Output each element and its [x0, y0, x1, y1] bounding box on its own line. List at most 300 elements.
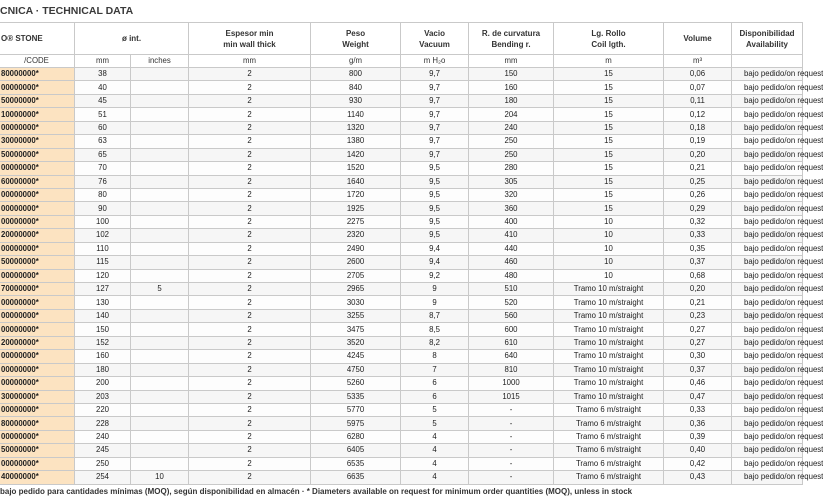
cell-availability: bajo pedido/on request — [732, 323, 803, 336]
header-volume — [664, 23, 732, 55]
cell-coil: 15 — [554, 81, 664, 94]
cell-bending: - — [469, 471, 554, 484]
cell-volume: 0,42 — [664, 457, 732, 470]
cell-wall: 2 — [189, 350, 311, 363]
table-row — [0, 202, 803, 215]
cell-vacuum: 8,5 — [401, 323, 469, 336]
cell-availability: bajo pedido/on request — [732, 283, 803, 296]
cell-availability: bajo pedido/on request — [732, 296, 803, 309]
cell-wall: 2 — [189, 390, 311, 403]
cell-wall: 2 — [189, 430, 311, 443]
cell-weight: 3475 — [311, 323, 401, 336]
cell-coil: Tramo 6 m/straight — [554, 457, 664, 470]
cell-wall: 2 — [189, 323, 311, 336]
cell-weight: 800 — [311, 68, 401, 81]
cell-volume: 0,32 — [664, 215, 732, 228]
cell-availability: bajo pedido/on request — [732, 377, 803, 390]
cell-vacuum: 9,5 — [401, 215, 469, 228]
cell-code: 00000000* — [0, 403, 75, 416]
cell-coil: Tramo 10 m/straight — [554, 363, 664, 376]
cell-diameter-mm: 228 — [75, 417, 131, 430]
table-row — [0, 363, 803, 376]
cell-diameter-inches — [131, 94, 189, 107]
table-row — [0, 350, 803, 363]
cell-code: 10000000* — [0, 108, 75, 121]
cell-diameter-inches — [131, 457, 189, 470]
table-row — [0, 94, 803, 107]
cell-diameter-inches — [131, 417, 189, 430]
unit-vacuum: m H₂o — [401, 55, 469, 68]
cell-diameter-mm: 140 — [75, 309, 131, 322]
table-row — [0, 108, 803, 121]
cell-code: 20000000* — [0, 229, 75, 242]
cell-bending: - — [469, 430, 554, 443]
cell-diameter-mm: 220 — [75, 403, 131, 416]
cell-coil: Tramo 6 m/straight — [554, 444, 664, 457]
cell-wall: 2 — [189, 202, 311, 215]
table-row — [0, 444, 803, 457]
cell-availability: bajo pedido/on request — [732, 471, 803, 484]
cell-availability: bajo pedido/on request — [732, 242, 803, 255]
header-vacuum — [401, 23, 469, 55]
cell-diameter-inches: 10 — [131, 471, 189, 484]
cell-bending: 160 — [469, 81, 554, 94]
cell-volume: 0,23 — [664, 309, 732, 322]
cell-vacuum: 6 — [401, 390, 469, 403]
table-row — [0, 390, 803, 403]
cell-volume: 0,35 — [664, 242, 732, 255]
cell-vacuum: 9,4 — [401, 256, 469, 269]
cell-weight: 2600 — [311, 256, 401, 269]
unit-wall: mm — [189, 55, 311, 68]
cell-diameter-inches — [131, 175, 189, 188]
cell-availability: bajo pedido/on request — [732, 309, 803, 322]
header-avail-en: Availability — [746, 39, 788, 49]
cell-coil: 15 — [554, 121, 664, 134]
cell-coil: Tramo 10 m/straight — [554, 350, 664, 363]
cell-wall: 2 — [189, 471, 311, 484]
cell-bending: 250 — [469, 135, 554, 148]
cell-availability: bajo pedido/on request — [732, 390, 803, 403]
cell-diameter-mm: 80 — [75, 188, 131, 201]
cell-bending: - — [469, 403, 554, 416]
cell-volume: 0,36 — [664, 417, 732, 430]
header-weight-en: Weight — [342, 39, 369, 49]
table-row — [0, 81, 803, 94]
cell-volume: 0,27 — [664, 323, 732, 336]
cell-bending: 640 — [469, 350, 554, 363]
cell-vacuum: 5 — [401, 403, 469, 416]
table-row — [0, 336, 803, 349]
cell-code: 00000000* — [0, 457, 75, 470]
cell-bending: 410 — [469, 229, 554, 242]
cell-availability: bajo pedido/on request — [732, 81, 803, 94]
cell-coil: 15 — [554, 68, 664, 81]
cell-vacuum: 9,7 — [401, 121, 469, 134]
cell-vacuum: 9,7 — [401, 108, 469, 121]
cell-code: 40000000* — [0, 471, 75, 484]
cell-diameter-mm: 203 — [75, 390, 131, 403]
header-coil — [554, 23, 664, 55]
cell-volume: 0,47 — [664, 390, 732, 403]
cell-availability: bajo pedido/on request — [732, 256, 803, 269]
cell-coil: 10 — [554, 242, 664, 255]
cell-volume: 0,11 — [664, 94, 732, 107]
unit-mm: mm — [75, 55, 131, 68]
cell-code: 00000000* — [0, 81, 75, 94]
cell-diameter-mm: 254 — [75, 471, 131, 484]
cell-bending: 440 — [469, 242, 554, 255]
table-row — [0, 471, 803, 484]
cell-code: 30000000* — [0, 135, 75, 148]
table-row — [0, 377, 803, 390]
cell-wall: 2 — [189, 417, 311, 430]
header-coil-en: Coil lgth. — [591, 39, 626, 49]
cell-diameter-inches — [131, 390, 189, 403]
cell-diameter-inches — [131, 444, 189, 457]
cell-coil: 10 — [554, 256, 664, 269]
cell-wall: 2 — [189, 175, 311, 188]
units-row — [0, 55, 803, 68]
cell-diameter-inches — [131, 350, 189, 363]
header-volume-label: Volume — [683, 34, 712, 43]
cell-diameter-mm: 38 — [75, 68, 131, 81]
cell-wall: 2 — [189, 108, 311, 121]
cell-weight: 2705 — [311, 269, 401, 282]
cell-weight: 1380 — [311, 135, 401, 148]
header-avail-es: Disponibilidad — [739, 28, 795, 38]
cell-availability: bajo pedido/on request — [732, 403, 803, 416]
cell-wall: 2 — [189, 242, 311, 255]
cell-wall: 2 — [189, 336, 311, 349]
cell-bending: - — [469, 417, 554, 430]
cell-code: 00000000* — [0, 215, 75, 228]
cell-weight: 1640 — [311, 175, 401, 188]
cell-coil: 15 — [554, 175, 664, 188]
cell-bending: 600 — [469, 323, 554, 336]
table-row — [0, 68, 803, 81]
cell-coil: Tramo 10 m/straight — [554, 309, 664, 322]
cell-weight: 840 — [311, 81, 401, 94]
cell-code: 80000000* — [0, 417, 75, 430]
cell-wall: 2 — [189, 148, 311, 161]
cell-coil: Tramo 6 m/straight — [554, 417, 664, 430]
cell-diameter-mm: 240 — [75, 430, 131, 443]
cell-bending: 1015 — [469, 390, 554, 403]
cell-diameter-inches — [131, 430, 189, 443]
cell-code: 60000000* — [0, 175, 75, 188]
cell-vacuum: 9,5 — [401, 202, 469, 215]
cell-vacuum: 8 — [401, 350, 469, 363]
cell-bending: 460 — [469, 256, 554, 269]
cell-code: 00000000* — [0, 121, 75, 134]
cell-weight: 930 — [311, 94, 401, 107]
cell-code: 00000000* — [0, 296, 75, 309]
cell-diameter-mm: 250 — [75, 457, 131, 470]
cell-vacuum: 6 — [401, 377, 469, 390]
header-bending — [469, 23, 554, 55]
cell-diameter-mm: 70 — [75, 162, 131, 175]
cell-diameter-mm: 200 — [75, 377, 131, 390]
cell-weight: 4750 — [311, 363, 401, 376]
cell-wall: 2 — [189, 256, 311, 269]
cell-volume: 0,26 — [664, 188, 732, 201]
cell-bending: 180 — [469, 94, 554, 107]
cell-code: 80000000* — [0, 68, 75, 81]
cell-volume: 0,21 — [664, 162, 732, 175]
cell-wall: 2 — [189, 403, 311, 416]
cell-vacuum: 4 — [401, 444, 469, 457]
cell-vacuum: 9,5 — [401, 175, 469, 188]
table-row — [0, 417, 803, 430]
cell-volume: 0,46 — [664, 377, 732, 390]
cell-weight: 1720 — [311, 188, 401, 201]
cell-vacuum: 5 — [401, 417, 469, 430]
cell-wall: 2 — [189, 363, 311, 376]
cell-volume: 0,29 — [664, 202, 732, 215]
cell-availability: bajo pedido/on request — [732, 350, 803, 363]
cell-diameter-inches: 5 — [131, 283, 189, 296]
cell-diameter-mm: 90 — [75, 202, 131, 215]
cell-vacuum: 8,7 — [401, 309, 469, 322]
header-bending-en: Bending r. — [491, 39, 531, 49]
cell-availability: bajo pedido/on request — [732, 68, 803, 81]
header-wall-en: min wall thick — [223, 39, 276, 49]
unit-volume: m³ — [664, 55, 732, 68]
cell-availability: bajo pedido/on request — [732, 175, 803, 188]
cell-diameter-mm: 100 — [75, 215, 131, 228]
cell-diameter-mm: 40 — [75, 81, 131, 94]
unit-code: /CODE — [0, 55, 75, 68]
cell-diameter-mm: 45 — [75, 94, 131, 107]
cell-weight: 4245 — [311, 350, 401, 363]
cell-coil: Tramo 6 m/straight — [554, 430, 664, 443]
cell-diameter-inches — [131, 309, 189, 322]
cell-diameter-inches — [131, 121, 189, 134]
cell-code: 30000000* — [0, 390, 75, 403]
cell-availability: bajo pedido/on request — [732, 188, 803, 201]
cell-coil: 10 — [554, 229, 664, 242]
table-row — [0, 188, 803, 201]
cell-wall: 2 — [189, 162, 311, 175]
cell-wall: 2 — [189, 81, 311, 94]
cell-volume: 0,30 — [664, 350, 732, 363]
cell-wall: 2 — [189, 269, 311, 282]
cell-bending: 204 — [469, 108, 554, 121]
cell-wall: 2 — [189, 457, 311, 470]
cell-diameter-inches — [131, 296, 189, 309]
table-row — [0, 242, 803, 255]
cell-weight: 6405 — [311, 444, 401, 457]
cell-vacuum: 9,4 — [401, 242, 469, 255]
cell-availability: bajo pedido/on request — [732, 229, 803, 242]
cell-availability: bajo pedido/on request — [732, 430, 803, 443]
cell-weight: 5260 — [311, 377, 401, 390]
cell-coil: 15 — [554, 202, 664, 215]
cell-bending: 610 — [469, 336, 554, 349]
cell-availability: bajo pedido/on request — [732, 363, 803, 376]
cell-availability: bajo pedido/on request — [732, 417, 803, 430]
cell-weight: 1320 — [311, 121, 401, 134]
cell-availability: bajo pedido/on request — [732, 215, 803, 228]
cell-wall: 2 — [189, 135, 311, 148]
table-row — [0, 430, 803, 443]
cell-bending: - — [469, 457, 554, 470]
cell-diameter-inches — [131, 229, 189, 242]
cell-coil: Tramo 6 m/straight — [554, 403, 664, 416]
cell-code: 50000000* — [0, 256, 75, 269]
cell-vacuum: 4 — [401, 471, 469, 484]
unit-inches: inches — [131, 55, 189, 68]
cell-wall: 2 — [189, 188, 311, 201]
cell-vacuum: 4 — [401, 430, 469, 443]
cell-vacuum: 9 — [401, 296, 469, 309]
cell-diameter-inches — [131, 269, 189, 282]
cell-diameter-inches — [131, 148, 189, 161]
cell-diameter-inches — [131, 403, 189, 416]
cell-availability: bajo pedido/on request — [732, 162, 803, 175]
cell-diameter-mm: 180 — [75, 363, 131, 376]
cell-vacuum: 9,7 — [401, 148, 469, 161]
cell-diameter-inches — [131, 363, 189, 376]
cell-volume: 0,43 — [664, 471, 732, 484]
cell-vacuum: 9 — [401, 283, 469, 296]
cell-weight: 2490 — [311, 242, 401, 255]
cell-coil: 15 — [554, 135, 664, 148]
cell-coil: 10 — [554, 269, 664, 282]
cell-diameter-inches — [131, 215, 189, 228]
cell-vacuum: 9,7 — [401, 94, 469, 107]
cell-coil: Tramo 10 m/straight — [554, 283, 664, 296]
cell-diameter-inches — [131, 81, 189, 94]
cell-code: 00000000* — [0, 269, 75, 282]
cell-weight: 1520 — [311, 162, 401, 175]
cell-weight: 6535 — [311, 457, 401, 470]
cell-diameter-mm: 130 — [75, 296, 131, 309]
cell-volume: 0,68 — [664, 269, 732, 282]
cell-wall: 2 — [189, 229, 311, 242]
cell-diameter-inches — [131, 188, 189, 201]
cell-bending: 305 — [469, 175, 554, 188]
cell-weight: 1420 — [311, 148, 401, 161]
cell-diameter-mm: 160 — [75, 350, 131, 363]
header-diameter-label: ø int. — [121, 34, 142, 43]
cell-vacuum: 7 — [401, 363, 469, 376]
header-vacuum-en: Vacuum — [419, 39, 450, 49]
cell-weight: 1140 — [311, 108, 401, 121]
cell-wall: 2 — [189, 377, 311, 390]
table-row — [0, 323, 803, 336]
cell-code: 00000000* — [0, 188, 75, 201]
table-row — [0, 457, 803, 470]
table-row — [0, 162, 803, 175]
cell-bending: 560 — [469, 309, 554, 322]
cell-coil: Tramo 10 m/straight — [554, 390, 664, 403]
cell-weight: 1925 — [311, 202, 401, 215]
cell-availability: bajo pedido/on request — [732, 202, 803, 215]
table-row — [0, 229, 803, 242]
cell-coil: 15 — [554, 188, 664, 201]
table-row — [0, 256, 803, 269]
technical-data-table — [0, 22, 823, 485]
cell-code: 00000000* — [0, 363, 75, 376]
cell-diameter-mm: 65 — [75, 148, 131, 161]
cell-coil: Tramo 10 m/straight — [554, 377, 664, 390]
cell-code: 00000000* — [0, 350, 75, 363]
header-availability — [732, 23, 803, 55]
cell-vacuum: 9,2 — [401, 269, 469, 282]
cell-diameter-inches — [131, 108, 189, 121]
cell-coil: 15 — [554, 94, 664, 107]
cell-weight: 5335 — [311, 390, 401, 403]
cell-coil: Tramo 6 m/straight — [554, 471, 664, 484]
cell-wall: 2 — [189, 121, 311, 134]
header-weight-es: Peso — [345, 28, 366, 38]
cell-code: 20000000* — [0, 336, 75, 349]
cell-bending: 320 — [469, 188, 554, 201]
cell-coil: 10 — [554, 215, 664, 228]
cell-bending: 520 — [469, 296, 554, 309]
cell-volume: 0,19 — [664, 135, 732, 148]
cell-weight: 3520 — [311, 336, 401, 349]
header-row — [0, 23, 803, 55]
cell-coil: Tramo 10 m/straight — [554, 336, 664, 349]
cell-volume: 0,12 — [664, 108, 732, 121]
header-coil-es: Lg. Rollo — [591, 28, 626, 38]
cell-diameter-mm: 127 — [75, 283, 131, 296]
cell-code: 00000000* — [0, 430, 75, 443]
cell-volume: 0,18 — [664, 121, 732, 134]
cell-diameter-inches — [131, 323, 189, 336]
table-row — [0, 296, 803, 309]
unit-weight: g/m — [311, 55, 401, 68]
cell-bending: 400 — [469, 215, 554, 228]
cell-coil: Tramo 10 m/straight — [554, 323, 664, 336]
table-row — [0, 309, 803, 322]
cell-weight: 2965 — [311, 283, 401, 296]
cell-weight: 3030 — [311, 296, 401, 309]
cell-volume: 0,20 — [664, 283, 732, 296]
cell-diameter-inches — [131, 135, 189, 148]
cell-weight: 3255 — [311, 309, 401, 322]
cell-wall: 2 — [189, 94, 311, 107]
cell-volume: 0,20 — [664, 148, 732, 161]
cell-volume: 0,21 — [664, 296, 732, 309]
cell-weight: 6635 — [311, 471, 401, 484]
cell-volume: 0,07 — [664, 81, 732, 94]
footnote: bajo pedido para cantidades mínimas (MOQ), según disponibilidad en almacén · * Diameters available on request for minimum order quantities (MOQ), unless in stock — [0, 487, 633, 496]
cell-diameter-mm: 110 — [75, 242, 131, 255]
cell-vacuum: 9,7 — [401, 81, 469, 94]
cell-diameter-inches — [131, 68, 189, 81]
cell-code: 50000000* — [0, 94, 75, 107]
cell-code: 00000000* — [0, 377, 75, 390]
unit-bending: mm — [469, 55, 554, 68]
cell-diameter-inches — [131, 377, 189, 390]
table-row — [0, 135, 803, 148]
cell-bending: 240 — [469, 121, 554, 134]
cell-diameter-mm: 63 — [75, 135, 131, 148]
table-body — [0, 68, 823, 485]
cell-code: 00000000* — [0, 242, 75, 255]
cell-diameter-inches — [131, 256, 189, 269]
cell-vacuum: 4 — [401, 457, 469, 470]
cell-weight: 5975 — [311, 417, 401, 430]
cell-wall: 2 — [189, 296, 311, 309]
cell-bending: 150 — [469, 68, 554, 81]
table-row — [0, 121, 803, 134]
cell-volume: 0,37 — [664, 363, 732, 376]
